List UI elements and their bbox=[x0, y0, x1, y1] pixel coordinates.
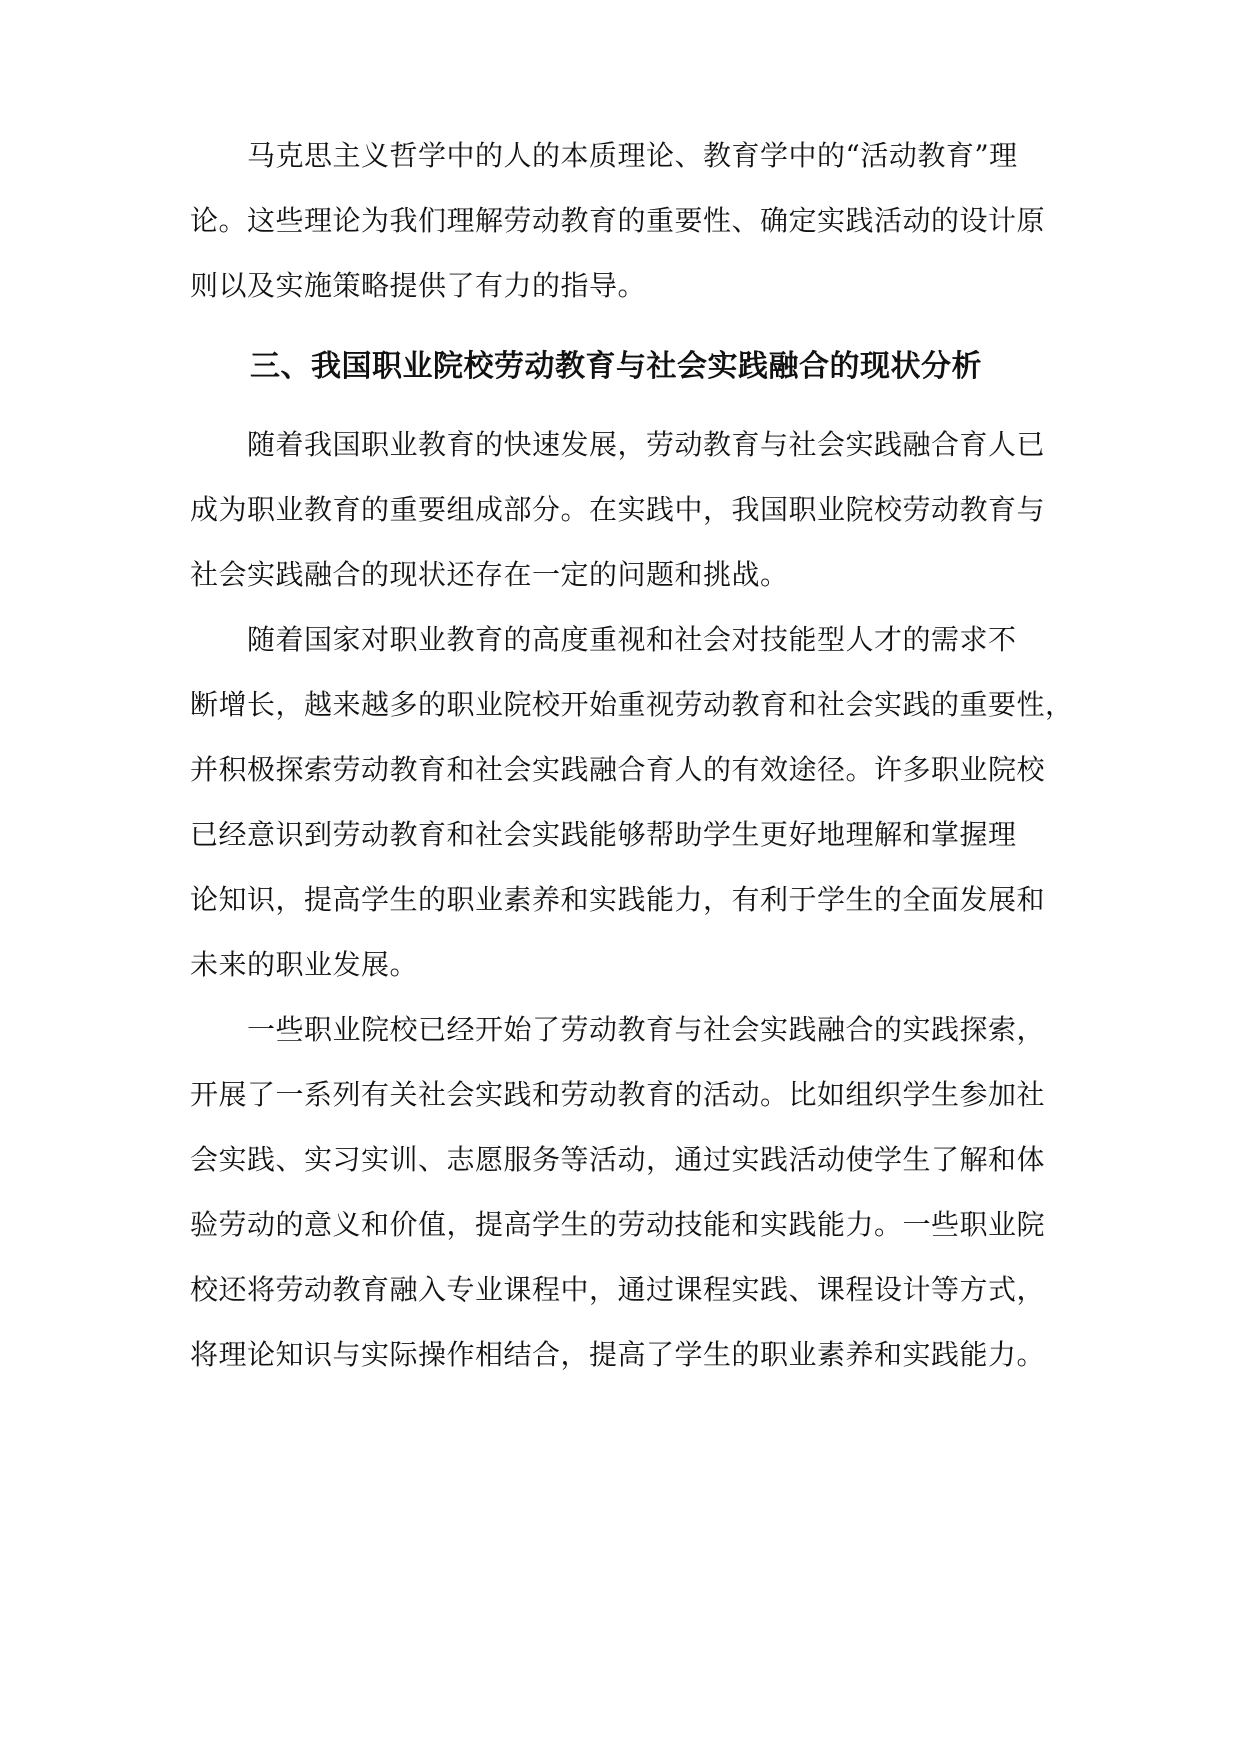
section-heading: 三、我国职业院校劳动教育与社会实践融合的现状分析 bbox=[250, 349, 982, 384]
paragraph-line: 论知识，提高学生的职业素养和实践能力，有利于学生的全面发展和 bbox=[190, 883, 1046, 916]
paragraph-line: 论。这些理论为我们理解劳动教育的重要性、确定实践活动的设计原 bbox=[190, 204, 1046, 237]
paragraph-line: 验劳动的意义和价值，提高学生的劳动技能和实践能力。一些职业院 bbox=[190, 1208, 1046, 1241]
paragraph-line: 开展了一系列有关社会实践和劳动教育的活动。比如组织学生参加社 bbox=[190, 1078, 1046, 1111]
paragraph-line: 马克思主义哲学中的人的本质理论、教育学中的“活动教育”理 bbox=[247, 139, 1018, 172]
paragraph-line: 则以及实施策略提供了有力的指导。 bbox=[190, 269, 647, 302]
paragraph-line: 随着我国职业教育的快速发展，劳动教育与社会实践融合育人已 bbox=[247, 428, 1046, 461]
paragraph-line: 将理论知识与实际操作相结合，提高了学生的职业素养和实践能力。 bbox=[190, 1338, 1046, 1371]
paragraph-line: 校还将劳动教育融入专业课程中，通过课程实践、课程设计等方式， bbox=[190, 1273, 1046, 1306]
paragraph-line: 未来的职业发展。 bbox=[190, 948, 419, 981]
paragraph-line: 随着国家对职业教育的高度重视和社会对技能型人才的需求不 bbox=[247, 623, 1017, 656]
paragraph-line: 一些职业院校已经开始了劳动教育与社会实践融合的实践探索， bbox=[247, 1013, 1046, 1046]
paragraph-line: 并积极探索劳动教育和社会实践融合育人的有效途径。许多职业院校 bbox=[190, 753, 1046, 786]
paragraph-line: 社会实践融合的现状还存在一定的问题和挑战。 bbox=[190, 558, 789, 591]
paragraph-line: 会实践、实习实训、志愿服务等活动，通过实践活动使学生了解和体 bbox=[190, 1143, 1046, 1176]
paragraph-line: 成为职业教育的重要组成部分。在实践中，我国职业院校劳动教育与 bbox=[190, 493, 1046, 526]
paragraph-line: 已经意识到劳动教育和社会实践能够帮助学生更好地理解和掌握理 bbox=[190, 818, 1017, 851]
paragraph-line: 断增长，越来越多的职业院校开始重视劳动教育和社会实践的重要性， bbox=[190, 688, 1074, 721]
